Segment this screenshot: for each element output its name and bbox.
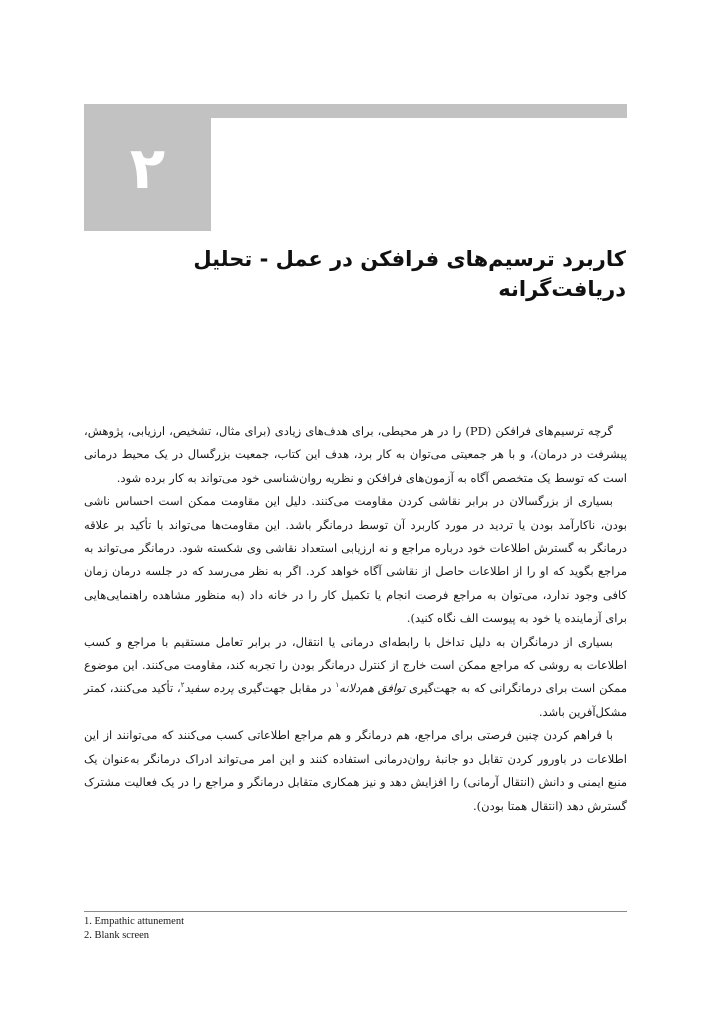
paragraph-3-mid: در مقابل جهت‌گیری [234,681,336,696]
footnotes [84,915,627,943]
footnote-ref-2: ۲ [180,681,185,690]
chapter-title: کاربرد ترسیم‌های فرافکن در عمل - تحلیل دریافت‌گرانه [193,247,626,301]
paragraph-3-post: ، تأکید می‌کنند، کمتر مشکل‌آفرین باشد. [84,681,627,719]
paragraph-3 [84,631,627,725]
footnote-divider [84,911,627,912]
body-text [84,420,627,818]
chapter-number: ۲ [129,133,166,202]
chapter-number-box [84,104,211,231]
term-empathic-attunement: توافق هم‌دلانه [339,681,406,696]
footnote-ref-1: ۱ [335,681,340,690]
footnote-1: 1. Empathic attunement [84,916,185,927]
term-blank-screen: پرده سفید [184,681,234,696]
paragraph-2: بسیاری از بزرگسالان در برابر نقاشی کردن مقاومت می‌کنند. دلیل این مقاومت ممکن است احساس ناشی بودن، ناکارآمد بودن یا تردید در مورد کاربرد آن توسط درمانگر باشد. این مقاومت‌ها می‌تواند با تأکید بر علاقه درمانگر به گسترش اطلاعات خود درباره مراجع و نه ارزیابی استعداد نقاشی وی شکسته شود. درمانگر می‌تواند به مراجع بگوید که او را از اطلاعات حاصل از نقاشی آگاه خواهد کرد. اگر به نظر می‌رسد که در جلسه درمان زمان کافی وجود ندارد، می‌توان به مراجع فرصت انجام یا تکمیل کار را در خانه داد (به منظور مشاهده راهنمایی‌هایی برای آزماینده یا خود به پیوست الف نگاه کنید). [84,494,627,626]
paragraph-1: گرچه ترسیم‌های فرافکن (PD) را در هر محیطی، برای هدف‌های زیادی (برای مثال، تشخیص، ارزیابی، پژوهش، پیشرفت در درمان)، و با هر جمعیتی می‌توان به کار برد، هدف این کتاب، جمعیت بزرگسال در یک محیط درمانی است که توسط یک متخصص آگاه به آزمون‌های فرافکن و نظریه روان‌شناسی خود می‌تواند به کار برده شود. [84,424,627,485]
paragraph-4: با فراهم کردن چنین فرصتی برای مراجع، هم درمانگر و هم مراجع اطلاعاتی کسب می‌کنند که می‌توانند از این اطلاعات در باورور کردن تقابل دو جانبهٔ روان‌درمانی استفاده کنند و این امر می‌تواند ادراک درمانگر به‌عنوان یک منبع ایمنی و دانش (انتقال آرمانی) را افزایش دهد و نیز همکاری متقابل درمانگر و مراجع را در یک فعالیت مشترک گسترش دهد (انتقال همتا بودن). [84,728,627,813]
footnote-2: 2. Blank screen [84,930,150,941]
paragraph-3-pre: بسیاری از درمانگران به دلیل تداخل با رابطه‌ای درمانی یا انتقال، در برابر تعامل مستقیم با مراجع و کسب اطلاعات به روشی که مراجع ممکن است خارج از کنترل درمانگر بودن را تجربه کند، مقاومت می‌کنند. این موضوع ممکن است برای درمانگرانی که به جهت‌گیری [84,634,627,696]
